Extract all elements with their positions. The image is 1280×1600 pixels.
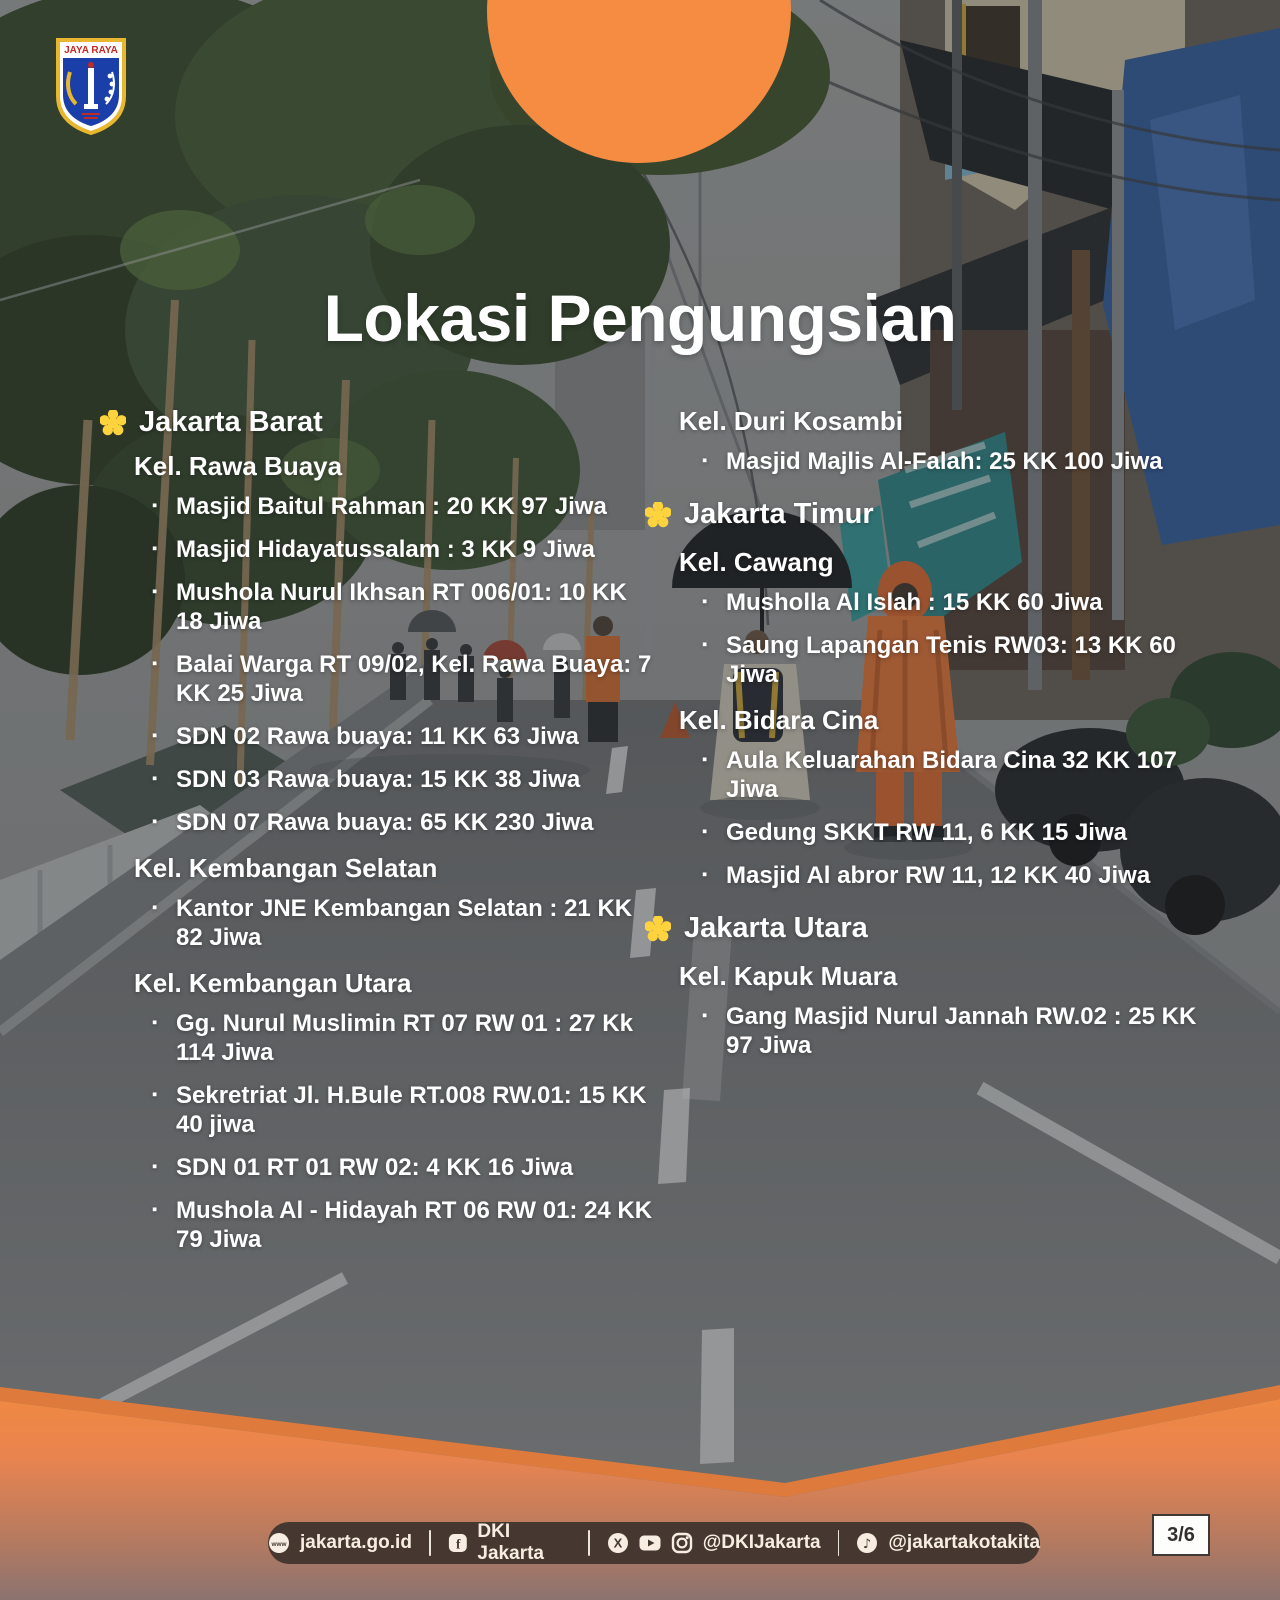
footer-link-label: @DKIJakarta: [702, 1532, 821, 1553]
evacuation-item: ▪ SDN 02 Rawa buaya: 11 KK 63 Jiwa: [152, 722, 660, 751]
kelurahan-name: Kel. Bidara Cina: [679, 705, 879, 735]
kelurahan-name: Kel. Cawang: [679, 547, 834, 577]
page-number-badge: 3/6: [1152, 1514, 1210, 1556]
tiktok-icon: [856, 1532, 878, 1554]
footer-link-label: DKI Jakarta: [477, 1521, 544, 1564]
evacuation-item: ▪ Mushola Al - Hidayah RT 06 RW 01: 24 KK 79 Jiwa: [152, 1196, 660, 1254]
region-header-jakarta-utara: [645, 912, 1225, 945]
evacuation-list: [645, 746, 1225, 890]
footer-divider: [588, 1530, 590, 1556]
logo-motto-text: JAYA RAYA: [64, 45, 118, 56]
www-globe-icon: [268, 1532, 290, 1554]
svg-text:f: f: [455, 1536, 461, 1552]
evacuation-item: ▪ SDN 07 Rawa buaya: 65 KK 230 Jiwa: [152, 808, 660, 837]
region-header-jakarta-timur: [645, 498, 1225, 531]
kelurahan-name: Kel. Kapuk Muara: [679, 961, 898, 991]
evacuation-list: [100, 1009, 660, 1254]
evacuation-item: ▪ Masjid Baitul Rahman : 20 KK 97 Jiwa: [152, 492, 660, 521]
kelurahan-name: Kel. Kembangan Utara: [134, 968, 412, 998]
evacuation-item: ▪ Masjid Al abror RW 11, 12 KK 40 Jiwa: [702, 861, 1216, 890]
footer-divider: [838, 1530, 840, 1556]
svg-text:X: X: [613, 1535, 623, 1551]
flower-bullet-icon: [645, 502, 671, 528]
flower-bullet-icon: [645, 916, 671, 942]
evacuation-list: [645, 447, 1225, 476]
evacuation-item: ▪ Kantor JNE Kembangan Selatan : 21 KK 82 Jiwa: [152, 894, 660, 952]
footer-link-website[interactable]: [268, 1532, 412, 1554]
footer-link-tiktok[interactable]: [856, 1532, 1040, 1554]
footer-link-facebook[interactable]: [448, 1521, 571, 1565]
kelurahan-name: Kel. Kembangan Selatan: [134, 853, 438, 883]
evacuation-item: ▪ Gg. Nurul Muslimin RT 07 RW 01 : 27 Kk 114 Jiwa: [152, 1009, 660, 1067]
svg-text:www: www: [271, 1540, 287, 1548]
region-label: Jakarta Barat: [139, 406, 323, 438]
evacuation-list: [100, 894, 660, 952]
evacuation-item: ▪ Balai Warga RT 09/02, Kel. Rawa Buaya: 7 KK 25 Jiwa: [152, 650, 660, 708]
right-column: [645, 406, 1225, 1074]
kelurahan-name: Kel. Duri Kosambi: [679, 406, 903, 436]
footer-divider: [429, 1530, 431, 1556]
evacuation-item: ▪ Mushola Nurul Ikhsan RT 006/01: 10 KK 18 Jiwa: [152, 578, 660, 636]
page-title: Lokasi Pengungsian: [323, 281, 957, 355]
evacuation-item: ▪ Masjid Majlis Al-Falah: 25 KK 100 Jiwa: [702, 447, 1216, 476]
kelurahan-name: Kel. Rawa Buaya: [134, 451, 343, 481]
x-twitter-icon: [607, 1532, 629, 1554]
evacuation-item: ▪ Gang Masjid Nurul Jannah RW.02 : 25 KK 97 Jiwa: [702, 1002, 1216, 1060]
region-label: Jakarta Timur: [684, 498, 874, 530]
footer-link-label: jakarta.go.id: [300, 1532, 412, 1553]
evacuation-item: ▪ Aula Keluarahan Bidara Cina 32 KK 107 Jiwa: [702, 746, 1216, 804]
evacuation-list: [645, 588, 1225, 689]
evacuation-list: [645, 1002, 1225, 1060]
footer-link-dkijakarta[interactable]: [607, 1532, 821, 1554]
evacuation-list: [100, 492, 660, 837]
svg-text:♪: ♪: [863, 1536, 872, 1552]
youtube-icon: [639, 1532, 661, 1554]
facebook-icon: [448, 1532, 468, 1554]
jakarta-crest-logo: [54, 36, 128, 136]
region-label: Jakarta Utara: [684, 912, 868, 944]
evacuation-item: ▪ SDN 03 Rawa buaya: 15 KK 38 Jiwa: [152, 765, 660, 794]
footer-social-bar: [268, 1522, 1040, 1564]
region-header-jakarta-barat: [100, 406, 660, 439]
bottom-orange-band: [0, 1385, 1280, 1600]
evacuation-item: ▪ Sekretriat Jl. H.Bule RT.008 RW.01: 15 KK 40 jiwa: [152, 1081, 660, 1139]
footer-link-label: @jakartakotakita: [888, 1532, 1041, 1553]
instagram-icon: [671, 1532, 693, 1554]
evacuation-item: ▪ Masjid Hidayatussalam : 3 KK 9 Jiwa: [152, 535, 660, 564]
evacuation-item: ▪ SDN 01 RT 01 RW 02: 4 KK 16 Jiwa: [152, 1153, 660, 1182]
evacuation-item: ▪ Musholla Al Islah : 15 KK 60 Jiwa: [702, 588, 1216, 617]
flower-bullet-icon: [100, 410, 126, 436]
left-column: [100, 406, 660, 1268]
evacuation-item: ▪ Saung Lapangan Tenis RW03: 13 KK 60 Jiwa: [702, 631, 1216, 689]
evacuation-item: ▪ Gedung SKKT RW 11, 6 KK 15 Jiwa: [702, 818, 1216, 847]
